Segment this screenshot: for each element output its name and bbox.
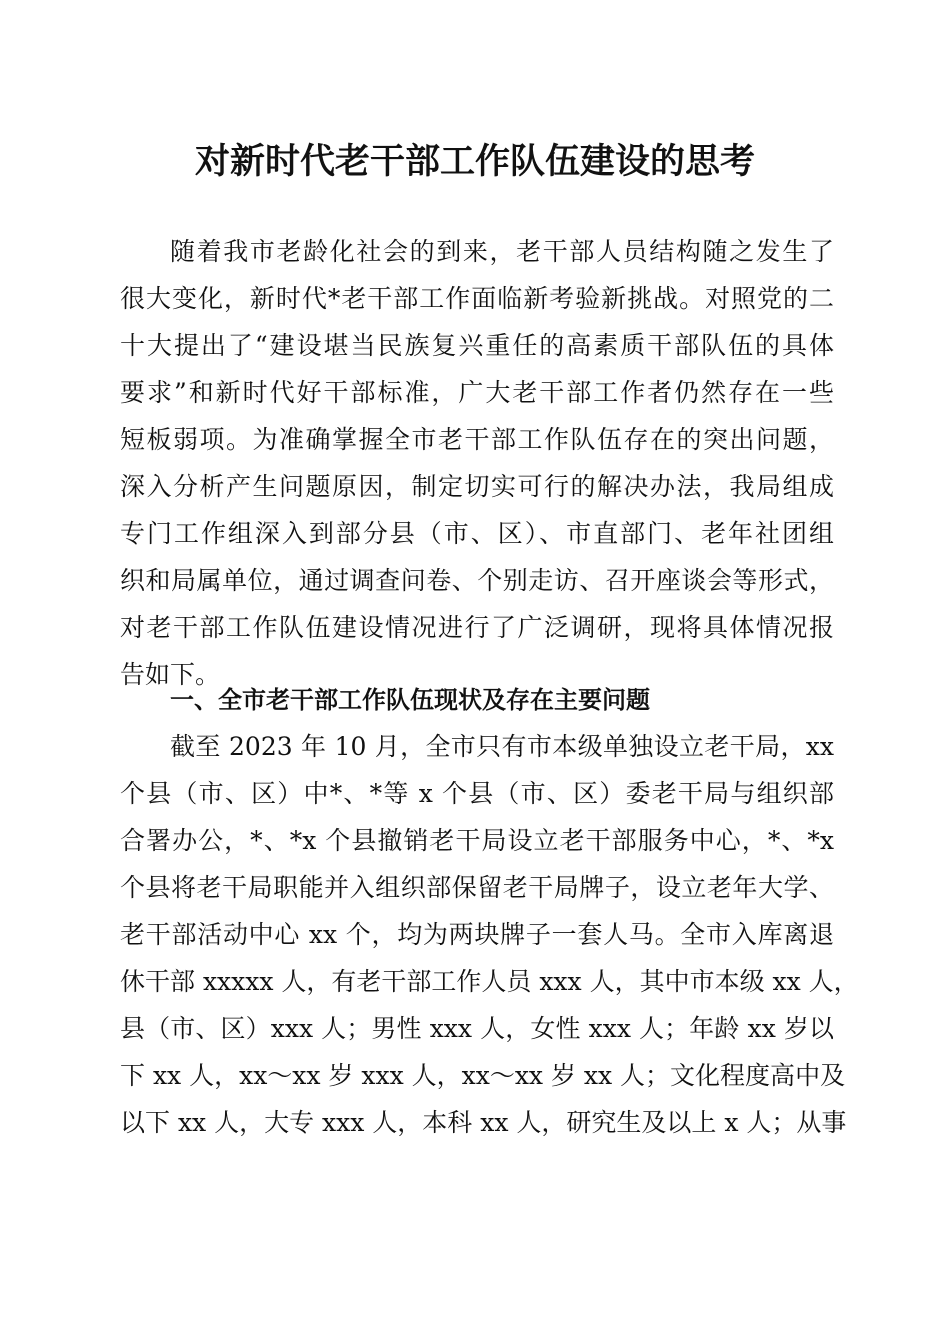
document-title: 对新时代老干部工作队伍建设的思考	[194, 142, 755, 182]
paragraph-2-line: 休干部 xxxxx 人，有老干部工作人员 xxx 人，其中市本级 xx 人，	[120, 967, 859, 996]
paragraph-2-line: 合署办公，*、*x 个县撤销老干局设立老干部服务中心，*、*x	[120, 826, 834, 855]
paragraph-1-line: 要求”和新时代好干部标准，广大老干部工作者仍然存在一些	[120, 378, 834, 407]
paragraph-1-line: 告如下。	[120, 660, 221, 689]
paragraph-2-line: 以下 xx 人，大专 xxx 人，本科 xx 人，研究生及以上 x 人；从事	[120, 1108, 847, 1137]
paragraph-1-line: 专门工作组深入到部分县（市、区）、市直部门、老年社团组	[120, 519, 834, 548]
paragraph-1-line: 十大提出了“建设堪当民族复兴重任的高素质干部队伍的具体	[120, 331, 834, 360]
paragraph-2-line: 截至 2023 年 10 月，全市只有市本级单独设立老干局，xx	[170, 732, 834, 761]
paragraph-2-line: 下 xx 人，xx～xx 岁 xxx 人，xx～xx 岁 xx 人；文化程度高中及	[120, 1061, 846, 1090]
paragraph-2-line: 个县（市、区）中*、*等 x 个县（市、区）委老干局与组织部	[120, 779, 834, 808]
paragraph-1-line: 随着我市老龄化社会的到来，老干部人员结构随之发生了	[170, 237, 834, 266]
paragraph-2-line: 个县将老干局职能并入组织部保留老干局牌子，设立老年大学、	[120, 873, 834, 902]
paragraph-1-line: 深入分析产生问题原因，制定切实可行的解决办法，我局组成	[120, 472, 834, 501]
paragraph-2-line: 老干部活动中心 xx 个，均为两块牌子一套人马。全市入库离退	[120, 920, 834, 949]
section-heading: 一、全市老干部工作队伍现状及存在主要问题	[170, 686, 650, 714]
paragraph-1-line: 很大变化，新时代*老干部工作面临新考验新挑战。对照党的二	[120, 284, 834, 313]
paragraph-2-line: 县（市、区）xxx 人；男性 xxx 人，女性 xxx 人；年龄 xx 岁以	[120, 1014, 834, 1043]
paragraph-1-line: 对老干部工作队伍建设情况进行了广泛调研，现将具体情况报	[120, 613, 834, 642]
paragraph-1-line: 短板弱项。为准确掌握全市老干部工作队伍存在的突出问题，	[120, 425, 834, 454]
paragraph-1-line: 织和局属单位，通过调查问卷、个别走访、召开座谈会等形式，	[120, 566, 834, 595]
